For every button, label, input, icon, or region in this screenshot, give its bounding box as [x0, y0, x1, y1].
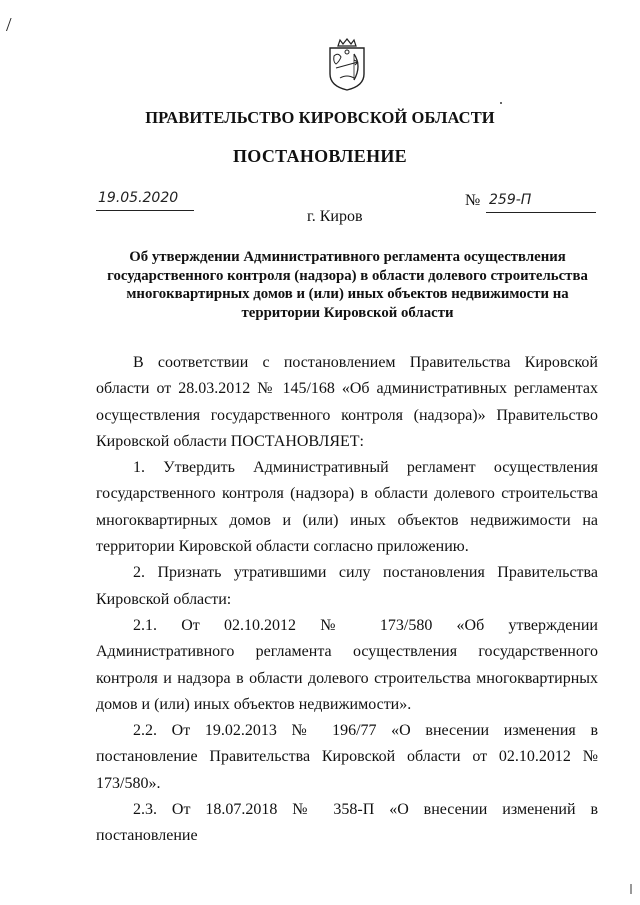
paragraph-item-1: 1. Утвердить Административный регламент осуществления государственного контроля (надзора) в области долевого строительства многоквартирных домов и (или) иных объектов недвижимости на территории Кировской области согласно приложению. — [96, 459, 598, 556]
organization-title: ПРАВИТЕЛЬСТВО КИРОВСКОЙ ОБЛАСТИ — [145, 108, 495, 127]
document-type: ПОСТАНОВЛЕНИЕ — [233, 146, 407, 166]
margin-mark: / — [6, 14, 12, 36]
number-sign: № — [465, 192, 481, 209]
document-number: 259-П — [489, 192, 532, 208]
paragraph-item-2: 2. Признать утратившими силу постановления Правительства Кировской области: — [96, 564, 598, 608]
city: г. Киров — [307, 208, 363, 225]
scan-edge-mark — [630, 884, 632, 894]
paragraph-item-2-1: 2.1. От 02.10.2012 № 173/580 «Об утверждении Административного регламента осуществления государственного контроля и надзора в области долевого строительства многоквартирных домов и (или) иных объектов недвижимости». — [96, 616, 598, 713]
scan-speck — [500, 102, 502, 104]
document-body — [96, 350, 598, 850]
document-title: Об утверждении Административного регламента осуществления государственного контроля (надзора) в области долевого строительства многоквартирных домов и (или) иных объектов недвижимости на территории Кировской области — [107, 249, 588, 321]
paragraph-preamble: В соответствии с постановлением Правительства Кировской области от 28.03.2012 № 145/168 «Об административных регламентах осуществления государственного контроля (надзора)» Правительство Кировской области ПОСТАНОВЛЯЕТ: — [96, 354, 598, 450]
coat-of-arms-icon — [324, 38, 370, 92]
paragraph-item-2-2: 2.2. От 19.02.2013 № 196/77 «О внесении изменения в постановление Правительства Кировской области от 02.10.2012 № 173/580». — [96, 722, 598, 792]
paragraph-item-2-3: 2.3. От 18.07.2018 № 358-П «О внесении изменений в постановление — [96, 801, 598, 845]
document-date: 19.05.2020 — [98, 190, 179, 206]
